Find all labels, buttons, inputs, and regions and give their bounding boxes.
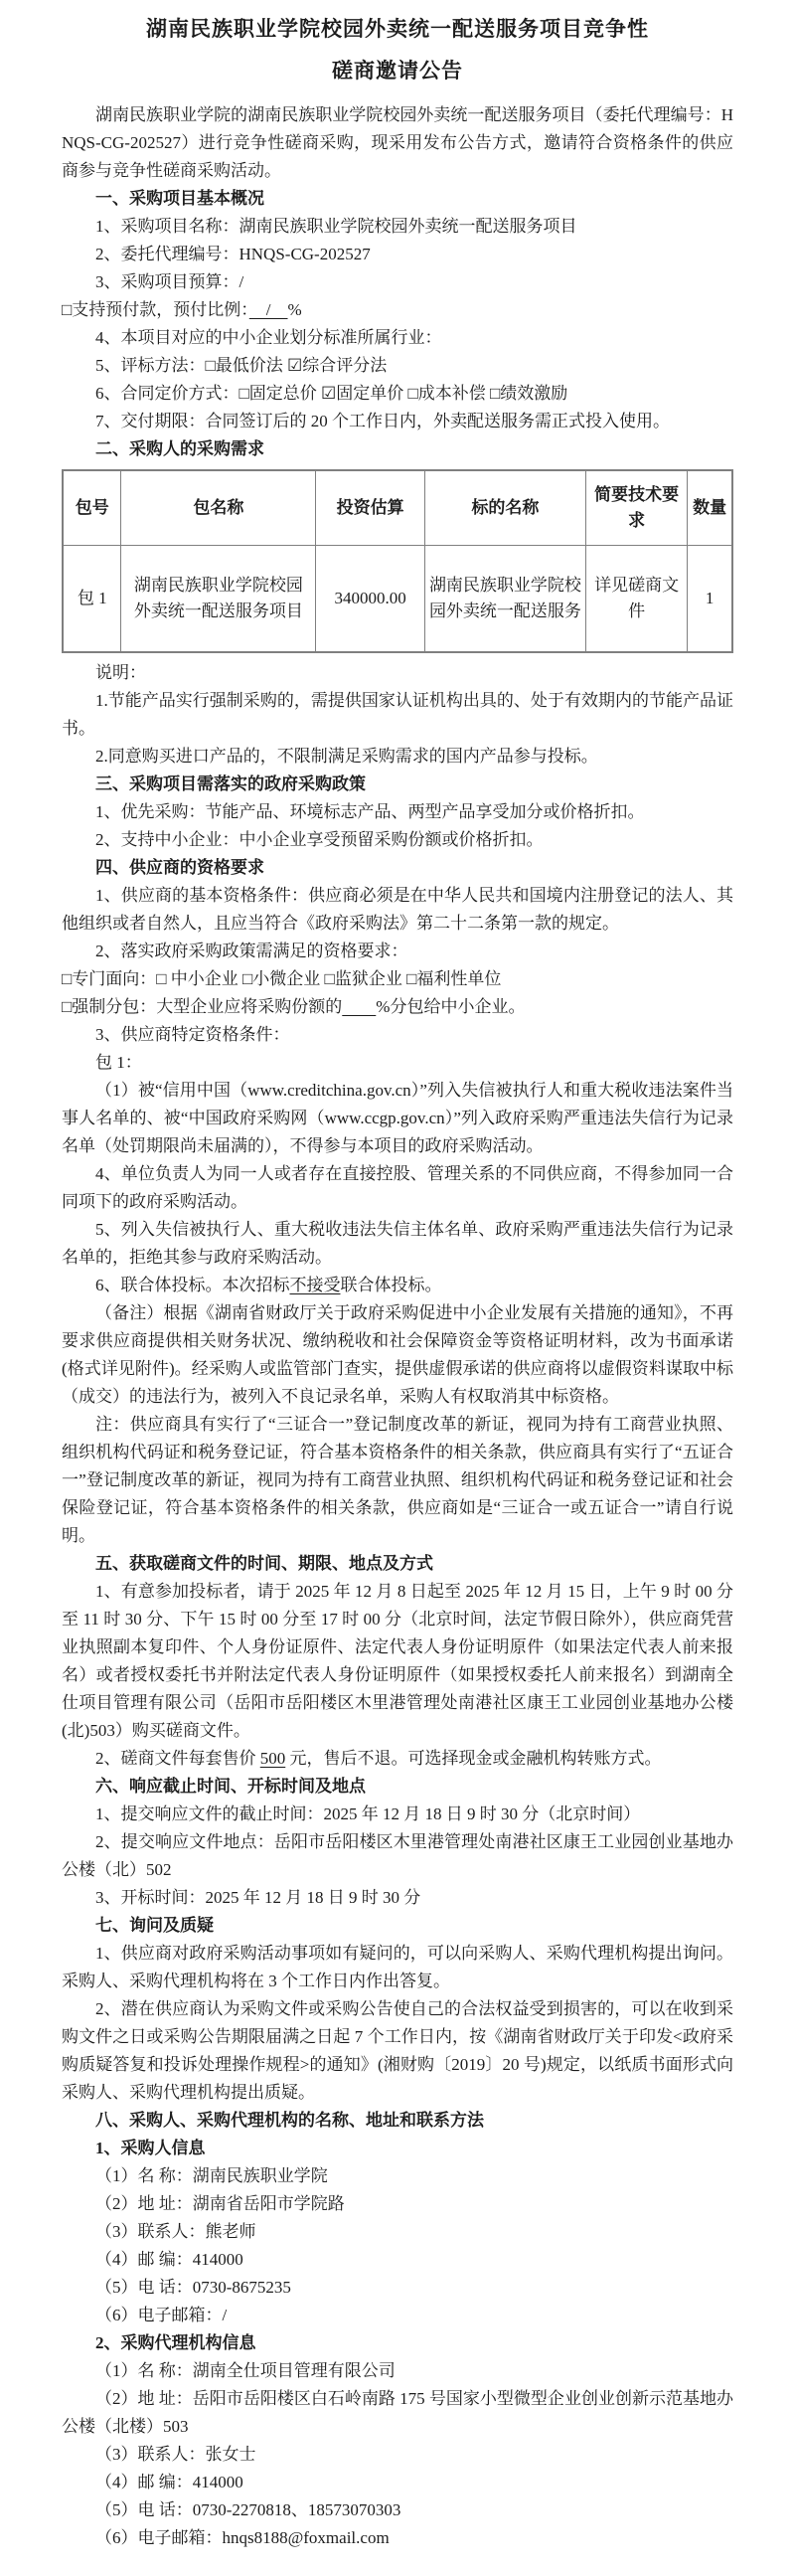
text-run — [342, 997, 376, 1016]
paragraph — [62, 1299, 733, 1411]
text-run: （5）电 话：0730-8675235 — [95, 2278, 291, 2297]
text-run: □支持预付款，预付比例： — [62, 300, 249, 319]
paragraph — [62, 1077, 733, 1160]
text-run: （6）电子邮箱：/ — [95, 2306, 228, 2324]
text-run: 1、优先采购：节能产品、环境标志产品、两型产品享受加分或价格折扣。 — [95, 802, 645, 821]
paragraph — [62, 2162, 733, 2190]
text-run: （4）邮 编：414000 — [95, 2250, 243, 2269]
text-run: 不接受 — [289, 1276, 341, 1294]
paragraph — [62, 882, 733, 938]
table-cell: 340000.00 — [316, 546, 425, 653]
paragraph — [62, 1272, 733, 1299]
text-run: 二、采购人的采购需求 — [95, 439, 264, 458]
text-run: （3）联系人：熊老师 — [95, 2222, 256, 2241]
text-run: 2、提交响应文件地点：岳阳市岳阳楼区木里港管理处南港社区康王工业园创业基地办公楼（北）502 — [62, 1832, 733, 1879]
paragraph — [62, 993, 733, 1021]
paragraph — [62, 1940, 733, 1995]
text-run: 三、采购项目需落实的政府采购政策 — [95, 774, 366, 793]
text-run: 元，售后不退。可选择现金或金融机构转账方式。 — [285, 1749, 662, 1768]
paragraph — [62, 826, 733, 854]
text-run: 2、委托代理编号：HNQS-CG-202527 — [95, 245, 371, 263]
text-run: 2.同意购买进口产品的，不限制满足采购需求的国内产品参与投标。 — [95, 747, 598, 766]
text-run: 2、潜在供应商认为采购文件或采购公告使自己的合法权益受到损害的，可以在收到采购文件之日或采购公告期限届满之日起 7 个工作日内，按《湖南省财政厅关于印发<政府采购质疑答复和投诉处理操作规程>的通知》(湘财购〔2019〕20 号)规定，以纸质书面形式向采购人、采购代理机构提出质疑。 — [62, 1999, 733, 2102]
paragraph — [62, 296, 733, 324]
table-header-cell: 标的名称 — [424, 470, 585, 546]
paragraph — [62, 2496, 733, 2524]
paragraph — [62, 965, 733, 993]
paragraph — [62, 324, 733, 352]
table-body — [63, 546, 732, 653]
text-run: 2、采购代理机构信息 — [95, 2333, 256, 2352]
text-run: / — [248, 300, 288, 319]
table-row — [63, 546, 732, 653]
paragraph — [62, 380, 733, 408]
doc-title-line2: 磋商邀请公告 — [332, 59, 463, 83]
paragraph — [62, 1049, 733, 1077]
table-cell: 湖南民族职业学院校园外卖统一配送服务 — [424, 546, 585, 653]
paragraph — [62, 1995, 733, 2107]
text-run: （4）邮 编：414000 — [95, 2473, 243, 2491]
text-run: （1）名 称：湖南民族职业学院 — [95, 2166, 328, 2185]
table-header — [63, 470, 732, 546]
paragraph — [62, 1578, 733, 1745]
paragraph — [62, 1021, 733, 1049]
section-heading — [62, 185, 733, 213]
text-run: 3、开标时间：2025 年 12 月 18 日 9 时 30 分 — [95, 1888, 421, 1907]
text-run: 1、有意参加投标者，请于 2025 年 12 月 8 日起至 2025 年 12 月 15 日，上午 9 时 00 分至 11 时 30 分、下午 15 时 00 分至 17 时 00 分（北京时间，法定节假日除外），供应商凭营业执照副本复印件、个人身份证原件、法定代表人身份证明原件（如果法定代表人前来报名）或者授权委托书并附法定代表人身份证明原件（如果授权委托人前来报名）到湖南全仕项目管理有限公司（岳阳市岳阳楼区木里港管理处南港社区康王工业园创业基地办公楼(北)503）购买磋商文件。 — [62, 1582, 733, 1740]
table-header-cell: 简要技术要求 — [586, 470, 688, 546]
section-heading — [62, 435, 733, 463]
table-header-cell: 包名称 — [121, 470, 316, 546]
text-run: 500 — [259, 1749, 286, 1768]
paragraph — [62, 2246, 733, 2274]
paragraph — [62, 2385, 733, 2441]
text-run: （备注）根据《湖南省财政厅关于政府采购促进中小企业发展有关措施的通知》，不再要求供应商提供相关财务状况、缴纳税收和社会保障资金等资格证明材料，改为书面承诺(格式详见附件)。经采购人或监管部门查实，提供虚假承诺的供应商将以虚假资料谋取中标（成交）的违法行为，被列入不良记录名单，采购人有权取消其中标资格。 — [62, 1303, 733, 1406]
doc-body-bottom — [62, 659, 733, 2552]
text-run: （2）地 址：湖南省岳阳市学院路 — [95, 2194, 345, 2213]
table-header-cell: 投资估算 — [316, 470, 425, 546]
table-cell: 1 — [688, 546, 732, 653]
paragraph — [62, 2302, 733, 2329]
table-header-cell: 包号 — [63, 470, 121, 546]
doc-body-top — [62, 101, 733, 463]
text-run: 2、支持中小企业：中小企业享受预留采购份额或价格折扣。 — [95, 830, 544, 849]
text-run: 3、采购项目预算：/ — [95, 272, 244, 291]
paragraph — [62, 213, 733, 241]
text-run: 包 1： — [95, 1053, 142, 1072]
paragraph — [62, 687, 733, 743]
paragraph — [62, 352, 733, 380]
text-run: 1.节能产品实行强制采购的，需提供国家认证机构出具的、处于有效期内的节能产品证书。 — [62, 691, 733, 738]
text-run: 五、获取磋商文件的时间、期限、地点及方式 — [95, 1554, 433, 1573]
text-run: 六、响应截止时间、开标时间及地点 — [95, 1777, 366, 1796]
paragraph — [62, 241, 733, 268]
text-run: 七、询问及质疑 — [95, 1916, 214, 1935]
text-run: （5）电 话：0730-2270818、18573070303 — [95, 2500, 401, 2519]
table-cell: 湖南民族职业学院校园外卖统一配送服务项目 — [121, 546, 316, 653]
text-run: □强制分包：大型企业应将采购份额的 — [62, 997, 343, 1016]
text-run: 1、供应商的基本资格条件：供应商必须是在中华人民共和国境内注册登记的法人、其他组织或者自然人，且应当符合《政府采购法》第二十二条第一款的规定。 — [62, 886, 733, 933]
text-run: 5、评标方法：□最低价法 ☑综合评分法 — [95, 356, 388, 375]
text-run: 注：供应商具有实行了“三证合一”登记制度改革的新证，视同为持有工商营业执照、组织机构代码证和税务登记证，符合基本资格条件的相关条款，供应商具有实行了“五证合一”登记制度改革的新证，视同为持有工商营业执照、组织机构代码证和税务登记证和社会保险登记证，符合基本资格条件的相关条款，供应商如是“三证合一或五证合一”请自行说明。 — [62, 1415, 733, 1545]
paragraph — [62, 659, 733, 687]
text-run: （3）联系人：张女士 — [95, 2445, 256, 2464]
paragraph — [62, 2524, 733, 2552]
text-run: 4、本项目对应的中小企业划分标准所属行业： — [95, 328, 442, 347]
text-run: 1、提交响应文件的截止时间：2025 年 12 月 18 日 9 时 30 分（北京时间） — [95, 1804, 641, 1823]
text-run: 四、供应商的资格要求 — [95, 858, 264, 877]
paragraph — [62, 938, 733, 965]
section-heading — [62, 2135, 733, 2162]
text-run: □专门面向：□ 中小企业 □小微企业 □监狱企业 □福利性单位 — [62, 969, 502, 988]
text-run: （6）电子邮箱：hnqs8188@foxmail.com — [95, 2528, 390, 2547]
paragraph — [62, 743, 733, 771]
paragraph — [62, 2441, 733, 2469]
text-run: % — [287, 300, 302, 319]
text-run: %分包给中小企业。 — [376, 997, 526, 1016]
text-run: 5、列入失信被执行人、重大税收违法失信主体名单、政府采购严重违法失信行为记录名单的，拒绝其参与政府采购活动。 — [62, 1220, 733, 1267]
text-run: 联合体投标。 — [340, 1276, 442, 1294]
paragraph — [62, 1801, 733, 1828]
paragraph — [62, 101, 733, 185]
text-run: 说明： — [95, 663, 146, 682]
paragraph — [62, 268, 733, 296]
doc-title-line1: 湖南民族职业学院校园外卖统一配送服务项目竞争性 — [146, 17, 649, 41]
text-run: 2、磋商文件每套售价 — [95, 1749, 260, 1768]
text-run: 1、采购项目名称：湖南民族职业学院校园外卖统一配送服务项目 — [95, 217, 577, 236]
paragraph — [62, 2274, 733, 2302]
section-heading — [62, 854, 733, 882]
paragraph — [62, 1745, 733, 1773]
section-heading — [62, 2329, 733, 2357]
paragraph — [62, 1216, 733, 1272]
paragraph — [62, 2469, 733, 2496]
paragraph — [62, 1411, 733, 1550]
paragraph — [62, 2190, 733, 2218]
paragraph — [62, 1160, 733, 1216]
text-run: 7、交付期限：合同签订后的 20 个工作日内，外卖配送服务需正式投入使用。 — [95, 412, 670, 430]
paragraph — [62, 1828, 733, 1884]
procurement-demand-table — [62, 469, 733, 653]
text-run: 4、单位负责人为同一人或者存在直接控股、管理关系的不同供应商，不得参加同一合同项下的政府采购活动。 — [62, 1164, 733, 1211]
text-run: 6、联合体投标。本次招标 — [95, 1276, 290, 1294]
text-run: 八、采购人、采购代理机构的名称、地址和联系方法 — [95, 2111, 484, 2130]
table-cell: 详见磋商文件 — [586, 546, 688, 653]
text-run: 2、落实政府采购政策需满足的资格要求： — [95, 942, 408, 960]
table-cell: 包 1 — [63, 546, 121, 653]
doc-title — [62, 8, 733, 91]
paragraph — [62, 798, 733, 826]
section-heading — [62, 1550, 733, 1578]
text-run: （1）被“信用中国（www.creditchina.gov.cn）”列入失信被执行人和重大税收违法案件当事人名单的、被“中国政府采购网（www.ccgp.gov.cn）”列入政府采购严重违法失信行为记录名单（处罚期限尚未届满的），不得参与本项目的政府采购活动。 — [62, 1081, 733, 1155]
paragraph — [62, 2218, 733, 2246]
paragraph — [62, 1884, 733, 1912]
text-run: （2）地 址：岳阳市岳阳楼区白石岭南路 175 号国家小型微型企业创业创新示范基地办公楼（北楼）503 — [62, 2389, 733, 2436]
section-heading — [62, 1912, 733, 1940]
text-run: 1、供应商对政府采购活动事项如有疑问的，可以向采购人、采购代理机构提出询问。采购人、采购代理机构将在 3 个工作日内作出答复。 — [62, 1944, 733, 1990]
text-run: 1、采购人信息 — [95, 2139, 206, 2157]
table-header-cell: 数量 — [688, 470, 732, 546]
text-run: 3、供应商特定资格条件： — [95, 1025, 290, 1044]
paragraph — [62, 408, 733, 435]
section-heading — [62, 2107, 733, 2135]
paragraph — [62, 2357, 733, 2385]
text-run: （1）名 称：湖南全仕项目管理有限公司 — [95, 2361, 396, 2380]
text-run: 湖南民族职业学院的湖南民族职业学院校园外卖统一配送服务项目（委托代理编号：HNQS-CG-202527）进行竞争性磋商采购，现采用发布公告方式，邀请符合资格条件的供应商参与竞争性磋商采购活动。 — [62, 105, 733, 180]
text-run: 6、合同定价方式：□固定总价 ☑固定单价 □成本补偿 □绩效激励 — [95, 384, 568, 403]
section-heading — [62, 1773, 733, 1801]
section-heading — [62, 771, 733, 798]
text-run: 一、采购项目基本概况 — [95, 189, 264, 208]
table-header-row — [63, 470, 732, 546]
